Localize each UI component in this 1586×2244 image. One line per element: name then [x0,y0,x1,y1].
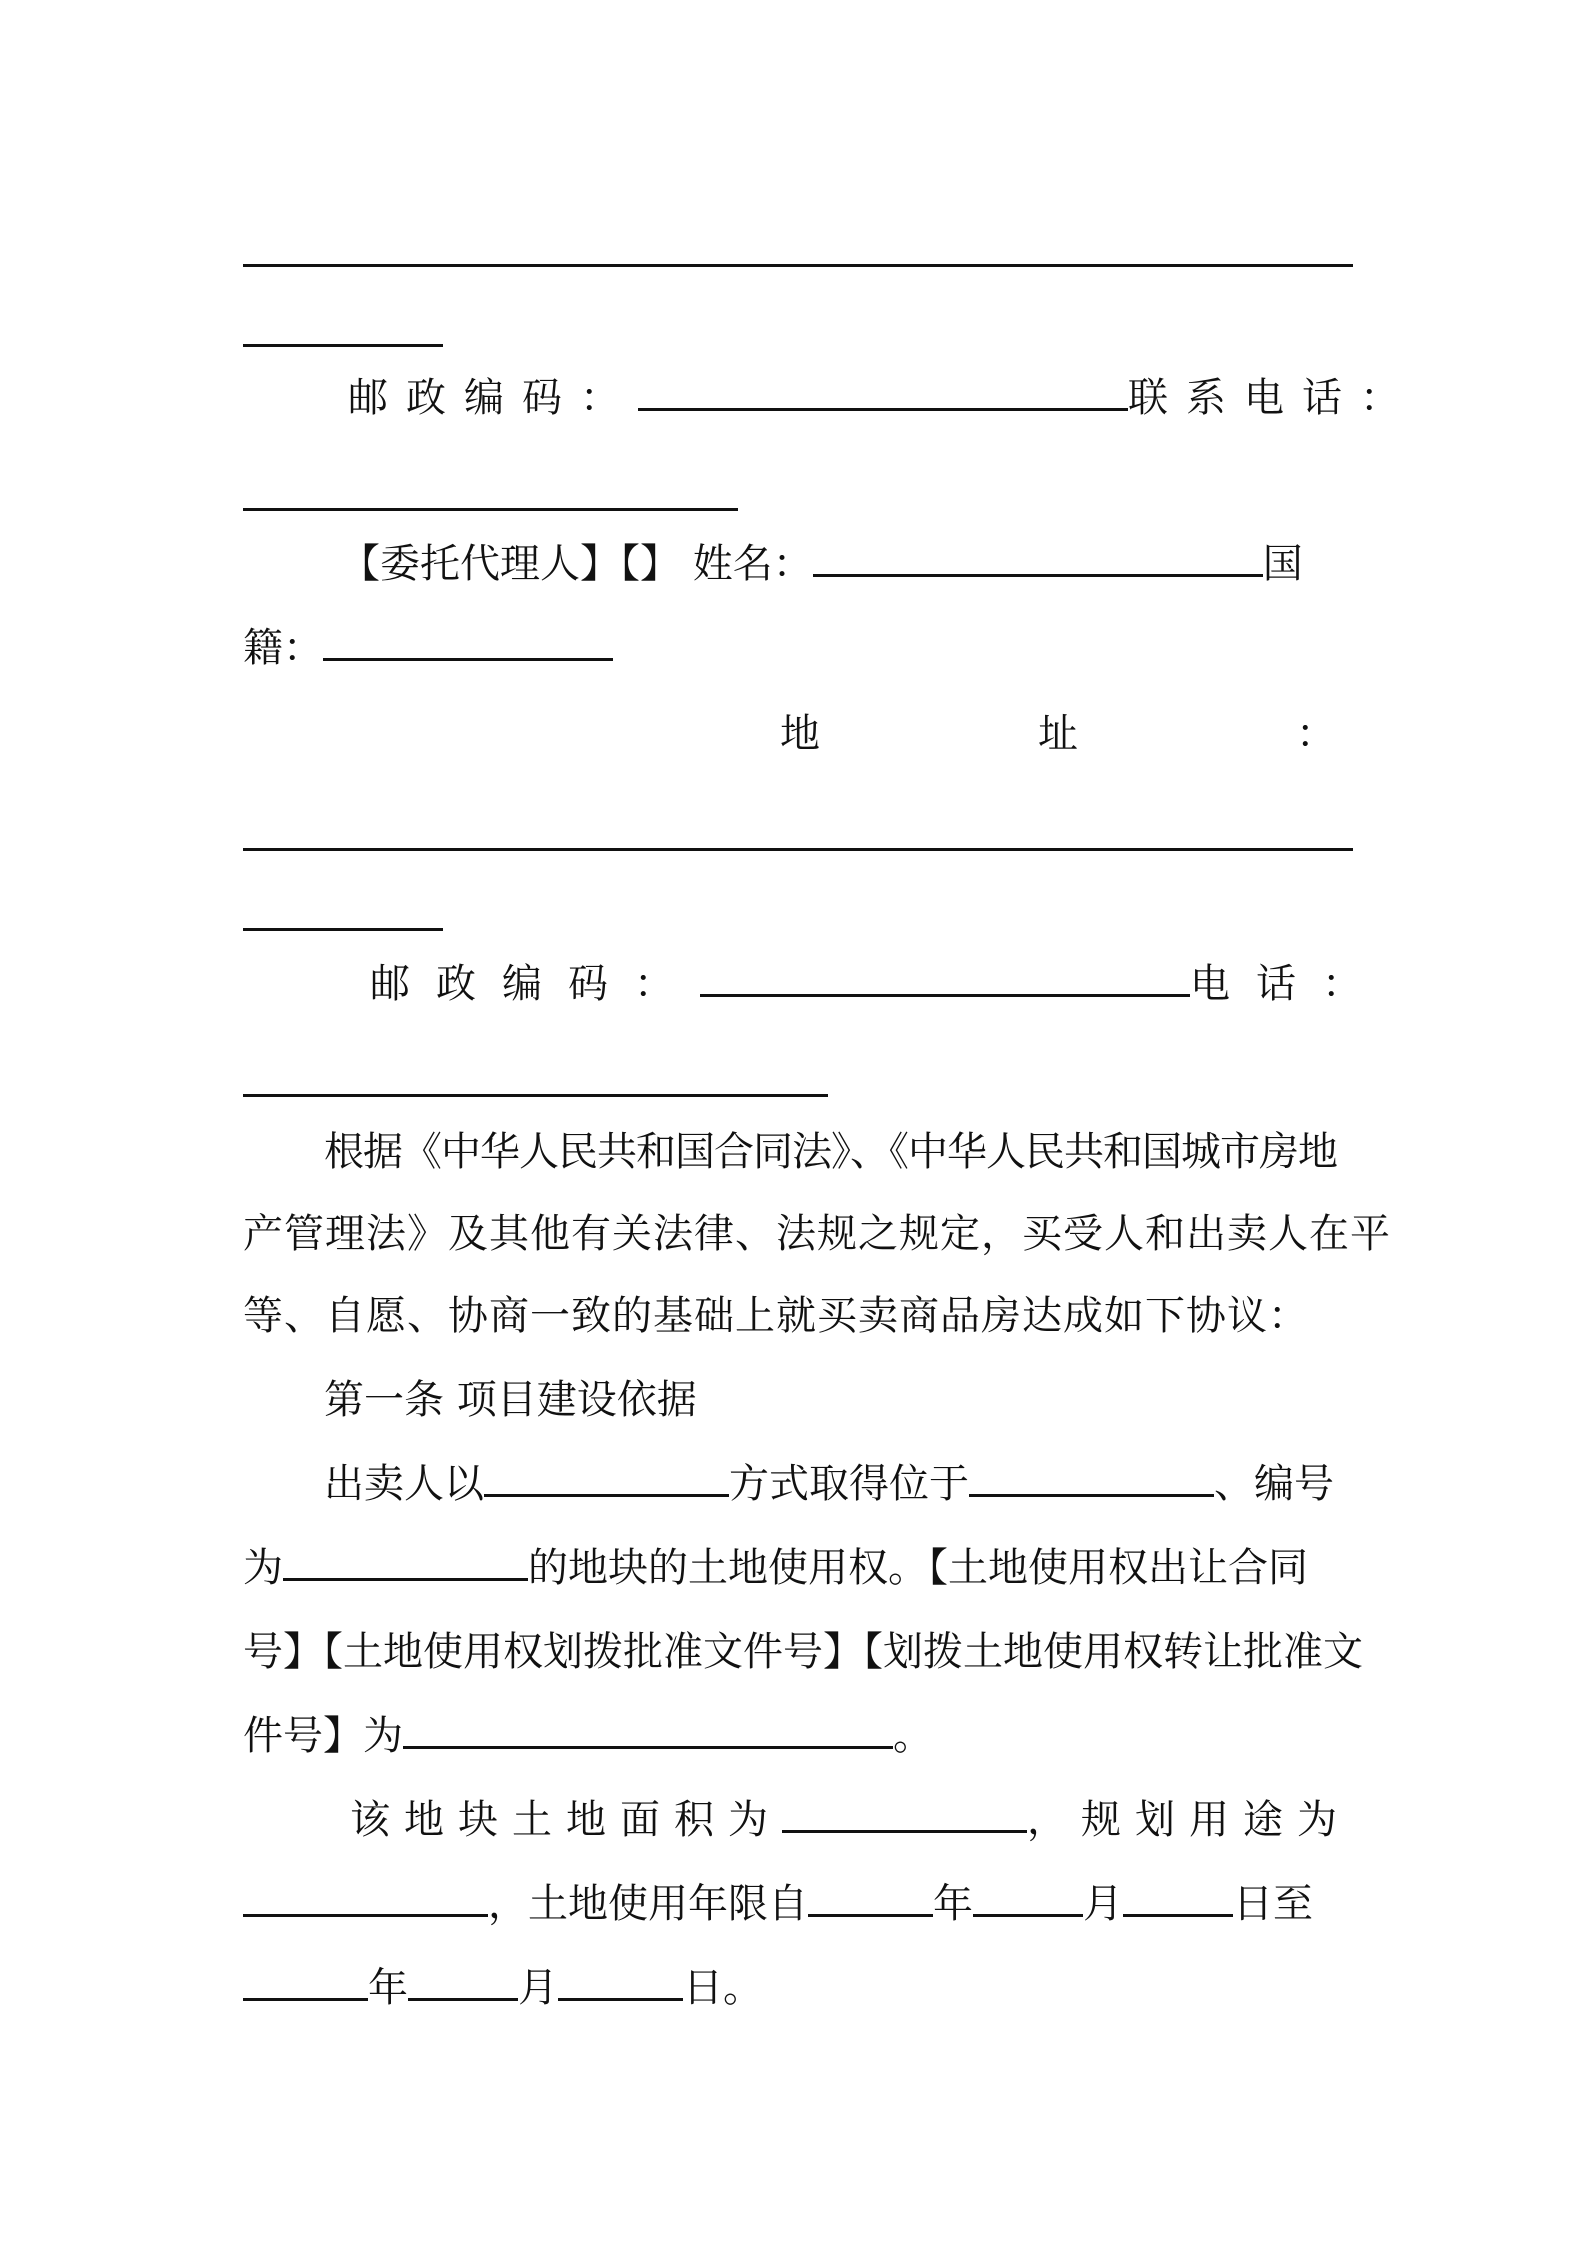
location-field[interactable] [969,1482,1214,1497]
address-blank[interactable] [243,252,1353,267]
preamble-text-3: 等、自愿、协商一致的基础上就买卖商品房达成如下协议： [243,1293,1309,1339]
month-label: 月 [1083,1881,1123,1927]
term-from-label: ，土地使用年限自 [488,1881,808,1927]
applicant-contact-row [348,374,1418,422]
start-month-field[interactable] [973,1902,1083,1917]
approval-docs-text: 号】【土地使用权划拨批准文件号】【划拨土地使用权转让批准文 [243,1629,1363,1675]
year-label: 年 [933,1881,973,1927]
agent-address-blank-line-1 [243,814,1355,862]
end-month-field[interactable] [408,1986,518,2001]
agent-nationality-label-2: 籍： [243,625,323,671]
planned-use-label: ，规划用途为 [1027,1797,1351,1843]
start-year-field[interactable] [808,1902,933,1917]
postal-code-label: 邮政编码： [348,375,638,421]
located-at-label: 方式取得位于 [729,1461,969,1507]
end-day-label: 日。 [683,1965,763,2011]
article-1-p1-line-4 [243,1712,1355,1760]
agent-name-label: 姓名： [692,541,813,587]
end-year-label: 年 [368,1965,408,2011]
day-to-label: 日至 [1233,1881,1313,1927]
contact-phone-field[interactable] [243,496,738,511]
agent-address-char-1: 地 [780,711,820,757]
document-number-label: 件号】为 [243,1713,403,1759]
preamble-line-1 [324,1128,1356,1176]
address-blank-continued[interactable] [243,332,443,347]
preamble-text-2: 产管理法》及其他有关法律、法规之规定，买受人和出卖人在平 [243,1211,1391,1257]
preamble-line-2 [243,1210,1391,1258]
end-year-field[interactable] [243,1986,368,2001]
agent-postal-code-field[interactable] [700,982,1190,997]
agent-address-field[interactable] [243,836,1353,851]
seller-by-label: 出卖人以 [324,1461,484,1507]
agent-postal-code-label: 邮政编码： [370,961,700,1007]
start-day-field[interactable] [1123,1902,1233,1917]
preamble-text-1: 根据《中华人民共和国合同法》、《中华人民共和国城市房地 [324,1129,1337,1175]
article-1-p1-line-2 [243,1544,1355,1592]
plot-as-label: 为 [243,1545,283,1591]
agent-address-label-row [780,710,1336,758]
agent-nationality-field[interactable] [323,646,613,661]
plot-number-label: 、编号 [1214,1461,1334,1507]
agent-contact-row [370,960,1388,1008]
agent-nationality-label-1: 国 [1262,541,1303,587]
plot-number-field[interactable] [283,1566,528,1581]
agent-phone-field[interactable] [243,1082,828,1097]
agent-address-char-2: 址 [1038,711,1078,757]
phone-blank-line [243,474,1355,522]
document-number-field[interactable] [403,1734,893,1749]
land-area-field[interactable] [782,1818,1027,1833]
address-blank-line-2 [243,310,1355,358]
end-month-label: 月 [518,1965,558,2011]
agent-nationality-row [243,624,1355,672]
contact-phone-label: 联系电话： [1128,375,1418,421]
article-1-p2-line-2 [243,1880,1355,1928]
agent-address-colon: ： [1296,711,1336,757]
agent-name-field[interactable] [813,562,1263,577]
land-use-right-text: 的地块的土地使用权。【土地使用权出让合同 [528,1545,1308,1591]
acquisition-method-field[interactable] [484,1482,729,1497]
end-day-field[interactable] [558,1986,683,2001]
article-1-p1-line-1 [324,1460,1356,1508]
article-1-heading [324,1376,1436,1424]
preamble-line-3 [243,1292,1355,1340]
agent-title: 【委托代理人】【】 [340,541,680,587]
address-blank-line-1 [243,230,1355,278]
period: 。 [893,1713,933,1759]
land-area-label: 该地块土地面积为 [350,1797,782,1843]
planned-use-field[interactable] [243,1902,488,1917]
agent-phone-label: 电话： [1190,961,1388,1007]
agent-row [340,540,1356,588]
agent-address-blank-line-2 [243,894,1355,942]
article-1-heading-text: 第一条 项目建设依据 [324,1377,697,1423]
article-1-p2-line-1 [350,1796,1356,1844]
agent-address-field-continued[interactable] [243,916,443,931]
article-1-p2-line-3 [243,1964,1355,2012]
agent-phone-blank-line [243,1060,1355,1108]
article-1-p1-line-3 [243,1628,1363,1676]
postal-code-field[interactable] [638,396,1128,411]
